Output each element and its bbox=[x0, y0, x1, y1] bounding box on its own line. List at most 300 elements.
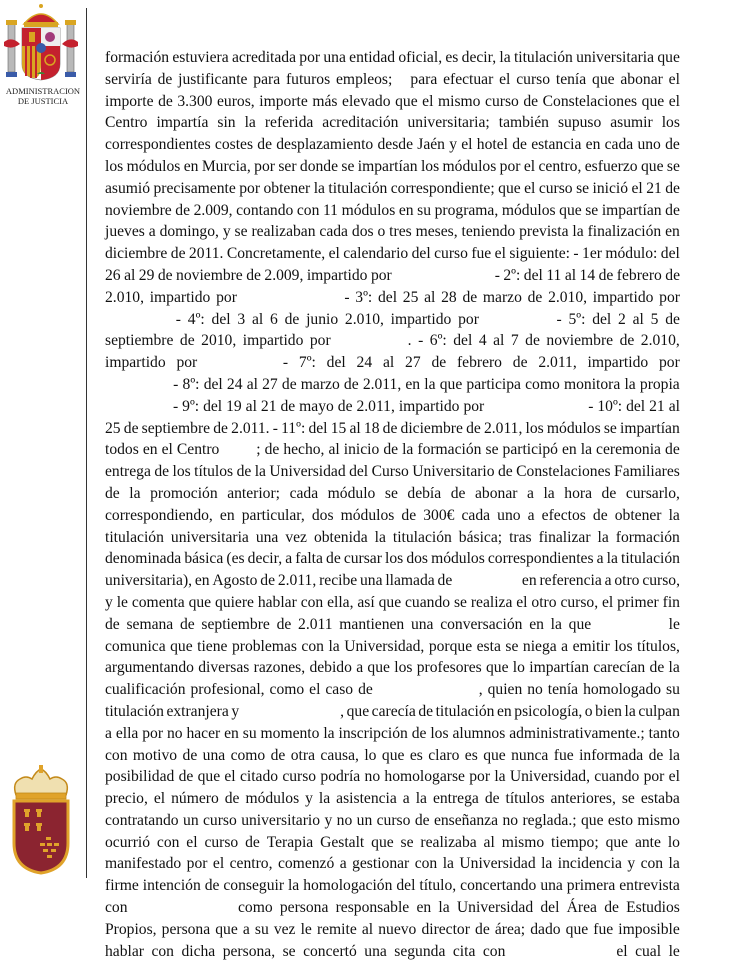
word: jueves bbox=[105, 223, 145, 241]
word: por bbox=[142, 724, 164, 742]
word: en bbox=[497, 702, 512, 720]
word: lo bbox=[364, 746, 377, 764]
word: dicha bbox=[181, 942, 216, 960]
word: con bbox=[156, 833, 180, 851]
word: le bbox=[668, 615, 680, 633]
word: homologación bbox=[303, 877, 393, 895]
word: que bbox=[605, 833, 629, 851]
word: entrega bbox=[105, 463, 151, 481]
word: 2.010, bbox=[105, 288, 144, 306]
word: del bbox=[540, 899, 560, 917]
word: que bbox=[215, 920, 238, 938]
word: un bbox=[183, 811, 199, 829]
word: a bbox=[604, 572, 612, 590]
text-line bbox=[105, 374, 680, 396]
word: Estudios bbox=[626, 899, 680, 917]
word: Concretamente, bbox=[226, 245, 326, 263]
word: el bbox=[309, 681, 321, 699]
redacted-gap bbox=[208, 352, 272, 374]
word: un bbox=[356, 811, 373, 829]
word: en bbox=[585, 136, 601, 154]
word: otro bbox=[531, 593, 557, 611]
word: título, bbox=[419, 877, 457, 895]
margin-divider bbox=[86, 8, 87, 878]
word: 6º: bbox=[429, 332, 447, 350]
word: del bbox=[592, 310, 612, 328]
word: de bbox=[224, 790, 240, 808]
word: no bbox=[336, 811, 353, 829]
word: abonar bbox=[620, 70, 663, 88]
word: de bbox=[358, 681, 373, 699]
text-line bbox=[105, 178, 680, 200]
redacted-gap bbox=[378, 679, 474, 701]
word: intención bbox=[142, 877, 201, 895]
word: al bbox=[668, 397, 680, 415]
word: que bbox=[641, 92, 665, 110]
word: del bbox=[211, 310, 231, 328]
word: incidencia bbox=[557, 855, 622, 873]
word: de bbox=[619, 332, 635, 350]
word: con bbox=[640, 855, 664, 873]
word: causa, bbox=[320, 746, 359, 764]
word: a bbox=[339, 855, 347, 873]
text-line bbox=[105, 418, 680, 440]
word: septiembre bbox=[141, 419, 211, 437]
word: una bbox=[202, 746, 226, 764]
word: - bbox=[282, 354, 289, 372]
word: al bbox=[483, 833, 495, 851]
word: le bbox=[668, 942, 680, 960]
word: de bbox=[280, 397, 296, 415]
word: y bbox=[324, 811, 333, 829]
word: como bbox=[237, 899, 273, 917]
word: Centro bbox=[105, 114, 148, 132]
word: septiembre bbox=[201, 615, 270, 633]
word: el bbox=[328, 245, 340, 263]
word: . bbox=[407, 332, 412, 350]
word: Familiares bbox=[614, 463, 680, 481]
word: alumnos bbox=[452, 724, 506, 742]
word: de bbox=[170, 245, 186, 263]
redacted-gap bbox=[105, 396, 169, 418]
text-line bbox=[105, 636, 680, 658]
word: la bbox=[313, 179, 325, 197]
word: que bbox=[170, 637, 193, 655]
word: de bbox=[484, 790, 500, 808]
word: al bbox=[382, 354, 395, 372]
word: citado bbox=[239, 768, 279, 786]
word: de bbox=[246, 266, 261, 284]
word: donde bbox=[299, 157, 339, 175]
word: de bbox=[598, 266, 614, 284]
word: impartían bbox=[619, 419, 680, 437]
word: llamada bbox=[385, 572, 435, 590]
word: su bbox=[417, 201, 432, 219]
word: 7 bbox=[510, 332, 519, 350]
word: el bbox=[631, 179, 643, 197]
word: módulos bbox=[546, 419, 601, 437]
word: realizaba bbox=[420, 833, 477, 851]
word: titulación bbox=[435, 702, 495, 720]
word: septiembre bbox=[105, 332, 174, 350]
word: comenta bbox=[131, 593, 185, 611]
coat-of-arms-murcia-icon bbox=[6, 765, 76, 875]
word: hablar bbox=[105, 942, 144, 960]
word: de bbox=[204, 877, 220, 895]
word: de bbox=[343, 375, 359, 393]
word: de bbox=[158, 92, 173, 110]
word: 2.009, bbox=[193, 201, 233, 219]
word: cada bbox=[289, 484, 319, 502]
word: esfuerzo bbox=[584, 157, 638, 175]
word: módulos bbox=[431, 550, 485, 568]
redacted-gap bbox=[337, 330, 401, 352]
word: participa bbox=[466, 375, 521, 393]
word: se bbox=[621, 790, 635, 808]
word: que bbox=[485, 659, 509, 677]
word: 18 bbox=[363, 419, 380, 437]
word: que bbox=[565, 920, 589, 938]
word: impartido bbox=[242, 332, 304, 350]
word: ella bbox=[115, 724, 139, 742]
word: la bbox=[244, 114, 256, 132]
word: estancia bbox=[531, 136, 582, 154]
word: de bbox=[525, 332, 540, 350]
word: los bbox=[105, 157, 124, 175]
word: el bbox=[523, 157, 536, 175]
word: efectuar bbox=[443, 70, 494, 88]
word: inscripción bbox=[338, 724, 408, 742]
word: la bbox=[624, 702, 636, 720]
redacted-gap bbox=[243, 287, 339, 309]
word: los bbox=[394, 659, 413, 677]
word: se bbox=[603, 419, 617, 437]
word: particular, bbox=[241, 506, 305, 524]
word: la bbox=[580, 441, 593, 459]
seal-label-line1: ADMINISTRACION bbox=[5, 86, 81, 96]
word: una bbox=[410, 615, 434, 633]
word: noviembre bbox=[105, 201, 172, 219]
word: de bbox=[157, 266, 173, 284]
word: de bbox=[414, 811, 430, 829]
word: universitaria bbox=[576, 49, 655, 66]
word: firme bbox=[105, 877, 139, 895]
word: fue bbox=[593, 920, 614, 938]
word: junio bbox=[306, 310, 339, 328]
word: 6 bbox=[269, 310, 278, 328]
word: fue bbox=[553, 746, 574, 764]
word: lo bbox=[512, 659, 525, 677]
word: el bbox=[422, 92, 434, 110]
word: con bbox=[414, 855, 438, 873]
word: homologado bbox=[583, 681, 662, 699]
word: cursar bbox=[343, 550, 382, 568]
word: del bbox=[626, 397, 646, 415]
word: de bbox=[437, 572, 453, 590]
word: Universidad, bbox=[509, 768, 590, 786]
word: tenía bbox=[547, 681, 579, 699]
word: segunda bbox=[394, 942, 446, 960]
word: curso bbox=[485, 92, 519, 110]
word: área; bbox=[494, 920, 526, 938]
word: responsable bbox=[335, 899, 410, 917]
word: impartido bbox=[592, 288, 654, 306]
word: curso, bbox=[642, 572, 680, 590]
word: la bbox=[374, 528, 386, 546]
word: de bbox=[665, 441, 680, 459]
word: al bbox=[424, 288, 436, 306]
word: 11º: bbox=[281, 419, 306, 437]
word: como bbox=[269, 681, 305, 699]
word: concertó bbox=[303, 942, 357, 960]
word: denominada bbox=[105, 550, 182, 568]
word: de bbox=[665, 201, 680, 219]
word: con bbox=[296, 201, 320, 219]
word: para bbox=[253, 70, 281, 88]
word: recibe bbox=[319, 572, 358, 590]
word: de bbox=[383, 441, 399, 459]
text-line bbox=[105, 243, 680, 265]
word: de bbox=[157, 70, 173, 88]
word: formación bbox=[105, 49, 170, 66]
word: noviembre bbox=[176, 266, 243, 284]
word: mayo bbox=[299, 397, 334, 415]
word: universitario bbox=[241, 811, 321, 829]
word: de bbox=[450, 484, 466, 502]
word: de bbox=[649, 659, 665, 677]
word: sin bbox=[217, 114, 236, 132]
word: niega bbox=[522, 637, 557, 655]
word: de bbox=[326, 550, 341, 568]
word: enseñanza bbox=[433, 811, 499, 829]
text-line bbox=[105, 439, 680, 461]
word: que bbox=[381, 746, 405, 764]
word: impartían bbox=[529, 659, 589, 677]
text-line bbox=[105, 265, 680, 287]
word: impartía bbox=[156, 114, 209, 132]
word: se bbox=[341, 157, 355, 175]
word: empleos; bbox=[336, 70, 393, 88]
word: 3 bbox=[237, 310, 246, 328]
word: la bbox=[402, 441, 414, 459]
word: 21 bbox=[260, 397, 277, 415]
word: la bbox=[494, 768, 506, 786]
word: primer bbox=[617, 593, 659, 611]
text-line bbox=[105, 221, 680, 243]
word: realizaban bbox=[251, 223, 316, 241]
word: en bbox=[562, 441, 577, 459]
document-body bbox=[105, 47, 680, 962]
word: titulación bbox=[621, 550, 680, 568]
word: la bbox=[624, 375, 636, 393]
word: efectos bbox=[541, 506, 586, 524]
word: Gestalt bbox=[320, 833, 365, 851]
word: remite bbox=[316, 920, 357, 938]
word: cursarlo, bbox=[625, 484, 680, 502]
word: el bbox=[524, 179, 536, 197]
word: correspondiente; bbox=[390, 179, 495, 197]
redacted-gap bbox=[513, 941, 609, 962]
word: carecía bbox=[371, 702, 416, 720]
word: ceremonia bbox=[596, 441, 661, 459]
word: persona bbox=[161, 920, 211, 938]
word: - bbox=[272, 419, 278, 437]
word: participó bbox=[502, 441, 558, 459]
text-line bbox=[105, 112, 680, 134]
word: que bbox=[657, 49, 680, 66]
word: - bbox=[344, 288, 350, 306]
word: promoción bbox=[150, 484, 218, 502]
word: básica bbox=[184, 550, 224, 568]
word: que bbox=[378, 593, 402, 611]
word: universitaria; bbox=[407, 114, 490, 132]
word: de bbox=[665, 266, 680, 284]
text-line bbox=[105, 941, 680, 962]
word: uno bbox=[637, 136, 661, 154]
text-line bbox=[105, 330, 680, 352]
word: el bbox=[499, 70, 511, 88]
word: 2.009, bbox=[264, 266, 304, 284]
word: Propios, bbox=[105, 920, 157, 938]
word: curso bbox=[376, 811, 411, 829]
word: febrero bbox=[616, 266, 662, 284]
word: imposible bbox=[618, 920, 680, 938]
word: otra bbox=[290, 746, 315, 764]
word: del bbox=[203, 397, 223, 415]
word: 3.300 bbox=[177, 92, 213, 110]
word: vez bbox=[273, 920, 296, 938]
word: Universitario bbox=[412, 463, 495, 481]
word: desde bbox=[377, 136, 413, 154]
word: el bbox=[616, 942, 628, 960]
redacted-gap bbox=[395, 265, 491, 287]
word: de bbox=[245, 833, 260, 851]
word: la bbox=[499, 49, 511, 66]
word: y bbox=[105, 593, 113, 611]
word: de bbox=[123, 419, 139, 437]
word: número bbox=[171, 790, 219, 808]
word: los bbox=[661, 114, 680, 132]
word: ante bbox=[634, 833, 661, 851]
word: falta bbox=[295, 550, 323, 568]
word: impartido bbox=[105, 354, 166, 372]
word: centro, bbox=[538, 157, 582, 175]
word: al bbox=[328, 441, 340, 459]
word: Área bbox=[566, 899, 597, 917]
word: uno bbox=[497, 506, 521, 524]
word: Universidad bbox=[456, 899, 534, 917]
word: con bbox=[300, 593, 324, 611]
word: curso bbox=[516, 70, 551, 88]
word: con bbox=[105, 746, 128, 764]
word: de bbox=[401, 506, 417, 524]
text-line bbox=[105, 156, 680, 178]
word: 1er bbox=[582, 245, 602, 263]
word: es bbox=[409, 746, 423, 764]
word: el bbox=[668, 92, 680, 110]
redacted-gap bbox=[105, 374, 169, 396]
word: los bbox=[385, 550, 404, 568]
word: del bbox=[378, 288, 398, 306]
text-line bbox=[105, 570, 680, 592]
word: como bbox=[525, 375, 560, 393]
text-line bbox=[105, 745, 680, 767]
word: del bbox=[308, 419, 328, 437]
word: de bbox=[604, 899, 619, 917]
word: por bbox=[216, 288, 237, 306]
word: le bbox=[116, 593, 128, 611]
word: 2.011. bbox=[231, 419, 270, 437]
word: 2.010, bbox=[344, 310, 384, 328]
word: de bbox=[175, 201, 190, 219]
word: debido bbox=[309, 659, 352, 677]
word: universitaria), bbox=[105, 572, 193, 590]
word: la bbox=[438, 899, 450, 917]
word: Universidad bbox=[269, 463, 346, 481]
word: al bbox=[361, 920, 374, 938]
word: 27 bbox=[405, 354, 421, 372]
word: persona bbox=[279, 899, 329, 917]
word: por bbox=[469, 768, 491, 786]
word: decir, bbox=[461, 49, 497, 66]
word: para bbox=[410, 70, 438, 88]
redacted-gap bbox=[105, 309, 169, 331]
word: dado bbox=[530, 920, 561, 938]
word: la bbox=[541, 855, 553, 873]
word: la bbox=[415, 790, 427, 808]
word: titulación bbox=[328, 179, 388, 197]
word: títulos bbox=[505, 790, 545, 808]
word: que bbox=[498, 179, 521, 197]
word: el bbox=[494, 245, 506, 263]
word: motivo bbox=[132, 746, 178, 764]
word: que bbox=[640, 157, 664, 175]
word: su bbox=[242, 724, 257, 742]
word: por bbox=[458, 310, 479, 328]
text-line bbox=[105, 200, 680, 222]
word: febrero bbox=[456, 354, 502, 372]
word: más bbox=[312, 92, 338, 110]
word: bien bbox=[595, 702, 622, 720]
word: 11 bbox=[546, 266, 562, 284]
word: los bbox=[420, 157, 440, 175]
word: importe bbox=[259, 92, 308, 110]
word: 3º: bbox=[355, 288, 373, 306]
word: 2.011 bbox=[298, 615, 333, 633]
word: - bbox=[418, 332, 424, 350]
word: 24 bbox=[226, 375, 243, 393]
word: razones, bbox=[253, 659, 306, 677]
word: en bbox=[416, 899, 432, 917]
word: de bbox=[475, 920, 490, 938]
word: - bbox=[588, 397, 594, 415]
word: con bbox=[151, 942, 174, 960]
word: la bbox=[254, 463, 266, 481]
word: conseguir bbox=[223, 877, 285, 895]
word: su bbox=[666, 681, 680, 699]
word: la bbox=[668, 659, 680, 677]
word: en bbox=[142, 441, 158, 459]
text-line bbox=[105, 352, 680, 374]
word: los bbox=[525, 419, 544, 437]
word: la bbox=[606, 550, 618, 568]
word: por bbox=[186, 855, 208, 873]
word: de bbox=[665, 310, 680, 328]
word: curso bbox=[203, 811, 237, 829]
word: que bbox=[592, 70, 615, 88]
word: que bbox=[559, 201, 582, 219]
word: y bbox=[231, 702, 240, 720]
